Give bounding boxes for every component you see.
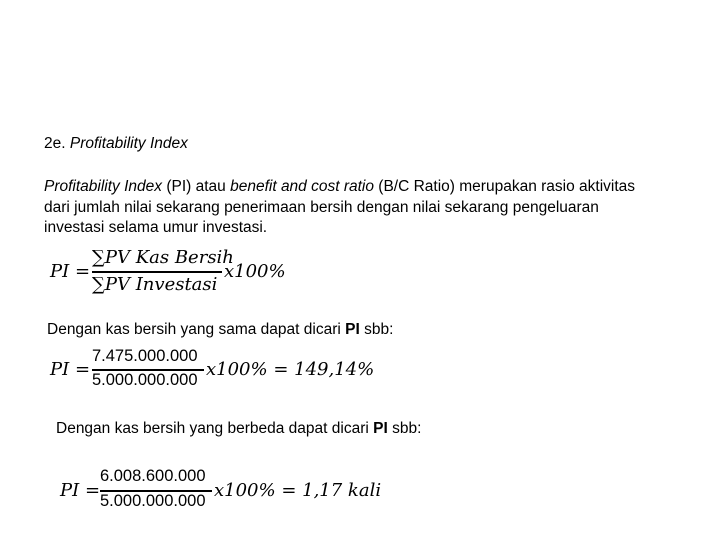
formula-general-fraction-bar	[92, 271, 222, 273]
formula-general-denominator-text: PV Investasi	[104, 274, 218, 295]
heading-prefix: 2e.	[44, 135, 70, 152]
paragraph-text-2: (B/C Ratio) merupakan rasio aktivitas	[374, 178, 636, 195]
case-different-label-text: Dengan kas bersih yang berbeda dapat dicari	[56, 420, 374, 437]
case-same-label-bold: PI	[345, 321, 360, 338]
case-different-label-bold: PI	[373, 420, 388, 437]
paragraph-line-2: dari jumlah nilai sekarang penerimaan bersih dengan nilai sekarang pengeluaran	[44, 198, 599, 216]
formula-general-denominator	[92, 274, 217, 295]
formula-same-lhs: PI =	[50, 359, 91, 380]
definition-paragraph	[44, 177, 684, 239]
formula-different-lhs: PI =	[60, 480, 101, 501]
paragraph-line-1	[44, 177, 684, 198]
term-profitability-index: Profitability Index	[44, 178, 163, 195]
formula-general-lhs: PI =	[50, 261, 91, 282]
case-different-label-suffix: sbb:	[387, 420, 422, 437]
formula-same-denominator: 5.000.000.000	[92, 371, 198, 389]
case-same-label-text: Dengan kas bersih yang sama dapat dicari	[47, 321, 346, 338]
section-heading	[44, 134, 188, 154]
formula-different-numerator: 6.008.600.000	[100, 467, 206, 485]
formula-different-denominator: 5.000.000.000	[100, 492, 206, 510]
formula-general-numerator-text: PV Kas Bersih	[104, 247, 234, 268]
sigma-symbol: ∑	[92, 247, 105, 268]
formula-same-numerator: 7.475.000.000	[92, 347, 198, 365]
term-benefit-cost-ratio: benefit and cost ratio	[230, 178, 374, 195]
formula-same-suffix: x100% = 149,14%	[206, 359, 375, 380]
paragraph-text-1: (PI) atau	[162, 178, 231, 195]
formula-different-suffix: x100% = 1,17 kali	[214, 480, 382, 501]
case-different-label	[56, 419, 421, 439]
formula-general-numerator	[92, 247, 234, 268]
formula-general-suffix: x100%	[224, 261, 286, 282]
heading-title: Profitability Index	[69, 135, 188, 152]
case-same-label	[47, 320, 393, 340]
sigma-symbol: ∑	[92, 274, 105, 295]
case-same-label-suffix: sbb:	[359, 321, 394, 338]
paragraph-line-3: investasi selama umur investasi.	[44, 219, 268, 236]
